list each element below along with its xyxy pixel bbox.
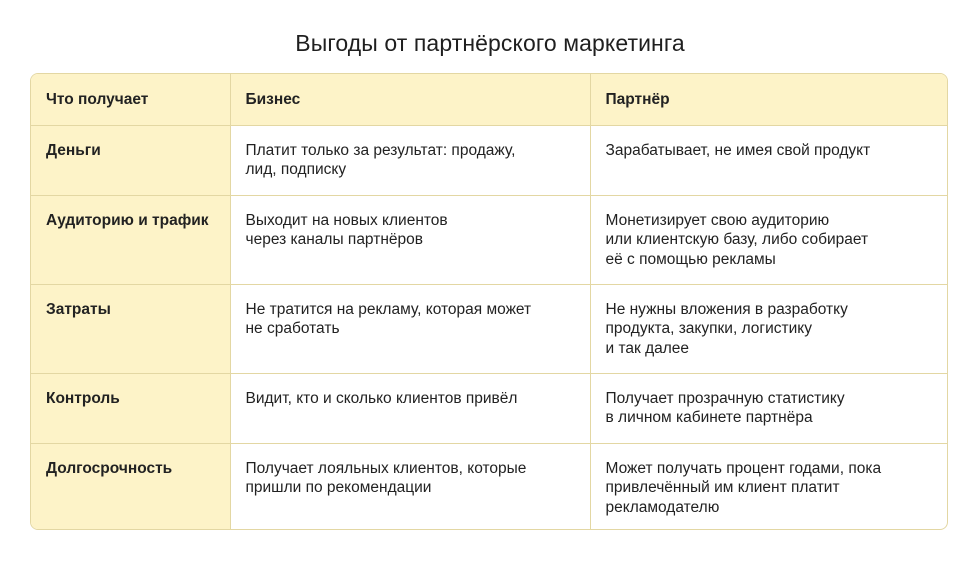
- table-row: [31, 284, 947, 373]
- column-header-partner: Партнёр: [590, 74, 947, 125]
- row-label: Долгосрочность: [31, 443, 230, 530]
- business-cell: Не тратится на рекламу, которая может не сработать: [230, 284, 590, 373]
- table-row: [31, 195, 947, 284]
- column-header-what: Что получает: [31, 74, 230, 125]
- business-cell: Платит только за результат: продажу, лид, подписку: [230, 125, 590, 195]
- partner-cell: Получает прозрачную статистику в личном кабинете партнёра: [590, 373, 947, 443]
- row-label: Деньги: [31, 125, 230, 195]
- table-row: [31, 125, 947, 195]
- business-cell: Получает лояльных клиентов, которые пришли по рекомендации: [230, 443, 590, 530]
- table-row: [31, 443, 947, 530]
- table-header-row: [31, 74, 947, 125]
- column-header-business: Бизнес: [230, 74, 590, 125]
- business-cell: Выходит на новых клиентов через каналы партнёров: [230, 195, 590, 284]
- partner-cell: Не нужны вложения в разработку продукта, закупки, логистику и так далее: [590, 284, 947, 373]
- row-label: Контроль: [31, 373, 230, 443]
- comparison-table: [30, 73, 948, 530]
- page-title: Выгоды от партнёрского маркетинга: [295, 30, 685, 56]
- partner-cell: Зарабатывает, не имея свой продукт: [590, 125, 947, 195]
- partner-cell: Монетизирует свою аудиторию или клиентскую базу, либо собирает её с помощью рекламы: [590, 195, 947, 284]
- row-label: Затраты: [31, 284, 230, 373]
- business-cell: Видит, кто и сколько клиентов привёл: [230, 373, 590, 443]
- partner-cell: Может получать процент годами, пока привлечённый им клиент платит рекламодателю: [605, 459, 882, 516]
- table-row: [31, 373, 947, 443]
- row-label: Аудиторию и трафик: [31, 195, 230, 284]
